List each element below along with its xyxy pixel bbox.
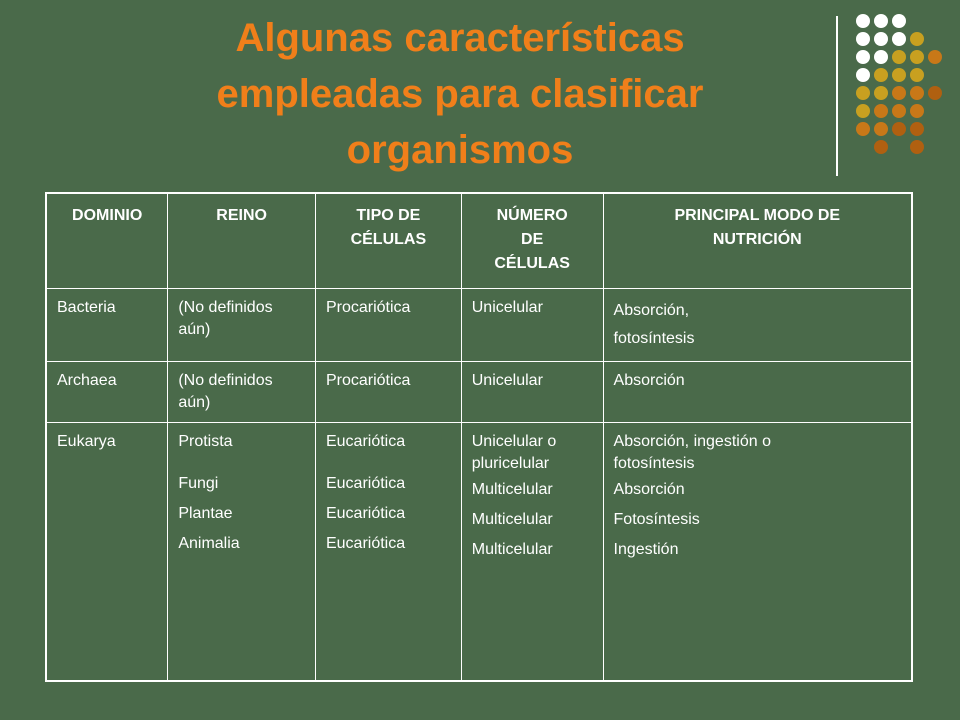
decor-dot <box>874 50 888 64</box>
decor-dot <box>910 122 924 136</box>
cell-text: Animalia <box>178 535 240 552</box>
decor-dot <box>874 86 888 100</box>
cell-text: Absorción <box>613 372 685 389</box>
cell-nutricion <box>603 362 912 423</box>
decor-dot <box>892 32 906 46</box>
decor-dot <box>856 14 870 28</box>
cell-numero <box>461 289 603 362</box>
header-dominio <box>46 193 168 289</box>
decor-dot <box>856 50 870 64</box>
header-text: DOMINIO <box>72 207 143 224</box>
header-text: PRINCIPAL MODO DE <box>674 207 841 224</box>
decor-dot <box>892 14 906 28</box>
cell-text: Absorción, ingestión o <box>613 433 771 450</box>
decor-dot <box>910 86 924 100</box>
cell-text: Unicelular <box>471 372 543 389</box>
header-text: DE <box>521 231 544 248</box>
cell-tipo <box>315 362 461 423</box>
cell-text: Protista <box>178 433 233 450</box>
cell-text: Ingestión <box>613 541 679 558</box>
decor-dot <box>874 122 888 136</box>
decor-dot <box>910 68 924 82</box>
cell-text: Multicelular <box>471 541 553 558</box>
decor-dot <box>856 32 870 46</box>
decor-dot <box>892 104 906 118</box>
title-line-3: organismos <box>346 128 574 172</box>
cell-dominio <box>46 362 168 423</box>
header-tipo-celulas <box>315 193 461 289</box>
cell-text: aún) <box>178 394 211 411</box>
cell-text: Multicelular <box>471 511 553 528</box>
cell-text: Plantae <box>178 505 233 522</box>
header-text: REINO <box>216 207 267 224</box>
decor-dot <box>874 140 888 154</box>
table-row-eukarya <box>46 423 912 682</box>
decor-dot <box>910 104 924 118</box>
cell-text: pluricelular <box>471 455 550 472</box>
header-modo-nutricion <box>603 193 912 289</box>
header-numero-celulas <box>461 193 603 289</box>
cell-text: Eucariótica <box>325 535 406 552</box>
cell-dominio <box>46 289 168 362</box>
title-line-2: empleadas para clasificar <box>216 72 704 116</box>
cell-text: Absorción, <box>613 302 690 319</box>
decor-dot <box>910 32 924 46</box>
decor-dot <box>856 68 870 82</box>
header-text: NUTRICIÓN <box>712 231 802 248</box>
header-text: NÚMERO <box>496 207 568 224</box>
cell-text: Eucariótica <box>325 475 406 492</box>
decor-dot <box>910 140 924 154</box>
decor-dot <box>856 122 870 136</box>
cell-text: Eucariótica <box>325 433 406 450</box>
cell-text: Eucariótica <box>325 505 406 522</box>
cell-text: Multicelular <box>471 481 553 498</box>
cell-nutricion <box>603 289 912 362</box>
cell-text: Bacteria <box>57 299 116 316</box>
cell-text: Unicelular o <box>471 433 557 450</box>
header-text: CÉLULAS <box>350 231 427 248</box>
cell-dominio <box>46 423 168 682</box>
cell-text: Procariótica <box>325 299 411 316</box>
spacer <box>178 453 305 469</box>
header-text: CÉLULAS <box>494 255 570 272</box>
decor-dot <box>892 122 906 136</box>
cell-tipo <box>315 423 461 682</box>
title-line-1: Algunas características <box>235 16 685 60</box>
decor-dot <box>874 32 888 46</box>
decor-dot <box>856 104 870 118</box>
cell-text: fotosíntesis <box>613 455 695 472</box>
decor-dot <box>856 86 870 100</box>
cell-text: Eukarya <box>57 433 116 450</box>
decor-dot <box>910 50 924 64</box>
decor-dot <box>874 104 888 118</box>
cell-text: (No definidos <box>178 299 273 316</box>
cell-reino <box>168 289 316 362</box>
decor-dot <box>892 50 906 64</box>
cell-text: Unicelular <box>471 299 543 316</box>
decor-dot <box>928 86 942 100</box>
table-row-archaea <box>46 362 912 423</box>
cell-reino <box>168 423 316 682</box>
cell-numero <box>461 423 603 682</box>
decor-dot <box>874 68 888 82</box>
cell-reino <box>168 362 316 423</box>
header-text: TIPO DE <box>356 207 421 224</box>
cell-text: Procariótica <box>325 372 411 389</box>
header-reino <box>168 193 316 289</box>
slide-title <box>100 10 820 178</box>
decorative-divider <box>836 16 838 176</box>
cell-text: fotosíntesis <box>613 330 695 347</box>
cell-text: (No definidos <box>178 372 273 389</box>
decor-dot <box>892 86 906 100</box>
cell-numero <box>461 362 603 423</box>
cell-nutricion <box>603 423 912 682</box>
cell-text: Absorción <box>613 481 685 498</box>
cell-text: Fotosíntesis <box>613 511 700 528</box>
classification-table <box>45 192 913 682</box>
decor-dot <box>892 68 906 82</box>
table-row-bacteria <box>46 289 912 362</box>
cell-text: Fungi <box>178 475 219 492</box>
cell-tipo <box>315 289 461 362</box>
spacer <box>326 453 451 469</box>
cell-text: Archaea <box>57 372 117 389</box>
table-header-row <box>46 193 912 289</box>
decor-dot <box>874 14 888 28</box>
decor-dot <box>928 50 942 64</box>
cell-text: aún) <box>178 321 211 338</box>
